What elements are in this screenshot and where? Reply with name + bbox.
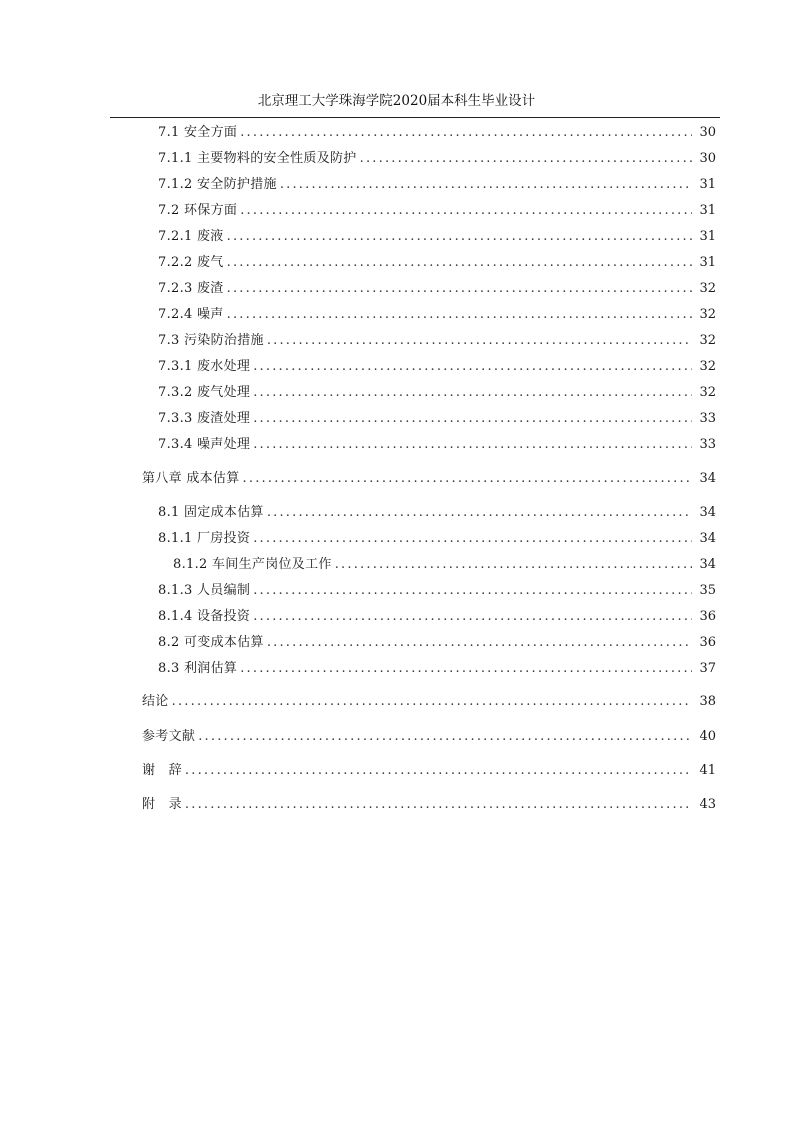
toc-entry[interactable] [158, 254, 716, 272]
toc-entry[interactable] [158, 504, 716, 522]
toc-leader-dots [240, 124, 692, 142]
toc-entry-label: 7.1 安全方面 [158, 125, 238, 140]
toc-entry-label: 8.1.4 设备投资 [158, 609, 251, 624]
toc-entry-page: 32 [699, 359, 716, 374]
toc-entry-page: 32 [699, 307, 716, 322]
toc-entry[interactable] [158, 358, 716, 376]
toc-entry-page: 38 [699, 694, 716, 709]
toc-entry-page: 34 [699, 505, 716, 520]
toc-entry-label: 7.3.1 废水处理 [158, 359, 251, 374]
toc-leader-dots [267, 634, 692, 652]
toc-entry-page: 36 [699, 635, 716, 650]
toc-entry-label: 7.2.2 废气 [158, 255, 224, 270]
toc-leader-dots [360, 150, 692, 168]
toc-entry[interactable] [158, 608, 716, 626]
toc-entry-label: 7.1.1 主要物料的安全性质及防护 [158, 151, 357, 166]
toc-entry-page: 34 [699, 531, 716, 546]
toc-entry-page: 34 [699, 471, 716, 486]
toc-entry-label: 7.3.2 废气处理 [158, 385, 251, 400]
toc-entry[interactable] [158, 634, 716, 652]
toc-entry[interactable] [158, 280, 716, 298]
toc-chapter-entry[interactable] [142, 796, 716, 814]
toc-leader-dots [185, 762, 692, 780]
toc-entry[interactable] [158, 306, 716, 324]
toc-chapter-entry[interactable] [142, 728, 716, 746]
toc-leader-dots [198, 728, 692, 746]
toc-entry[interactable] [158, 410, 716, 428]
toc-entry-label: 附 录 [142, 797, 182, 812]
toc-entry-page: 30 [699, 125, 716, 140]
toc-entry[interactable] [158, 176, 716, 194]
toc-entry-page: 33 [699, 437, 716, 452]
toc-chapter-entry[interactable] [142, 693, 716, 711]
header-divider [110, 117, 720, 118]
toc-leader-dots [227, 254, 692, 272]
toc-entry-page: 32 [699, 333, 716, 348]
toc-leader-dots [253, 436, 692, 454]
toc-entry-page: 32 [699, 385, 716, 400]
toc-leader-dots [172, 693, 692, 711]
toc-entry-page: 31 [699, 255, 716, 270]
toc-entry-label: 第八章 成本估算 [142, 471, 240, 486]
toc-entry-label: 8.3 利润估算 [158, 661, 238, 676]
toc-entry[interactable] [158, 530, 716, 548]
toc-leader-dots [253, 358, 692, 376]
toc-entry[interactable] [158, 228, 716, 246]
toc-entry-label: 7.3 污染防治措施 [158, 333, 264, 348]
toc-chapter-entry[interactable] [142, 762, 716, 780]
toc-entry-label: 8.1 固定成本估算 [158, 505, 264, 520]
toc-leader-dots [280, 176, 692, 194]
toc-entry-label: 参考文献 [142, 729, 196, 744]
toc-leader-dots [267, 332, 692, 350]
toc-leader-dots [185, 796, 692, 814]
toc-entry-page: 32 [699, 281, 716, 296]
toc-entry-label: 7.1.2 安全防护措施 [158, 177, 277, 192]
toc-entry-label: 7.2.1 废液 [158, 229, 224, 244]
toc-entry-label: 谢 辞 [142, 763, 182, 778]
toc-entry-page: 35 [699, 583, 716, 598]
toc-entry[interactable] [158, 124, 716, 142]
toc-entry-label: 7.3.3 废渣处理 [158, 411, 251, 426]
toc-entry-page: 36 [699, 609, 716, 624]
toc-leader-dots [243, 470, 692, 488]
toc-leader-dots [253, 608, 692, 626]
toc-chapter-entry[interactable] [142, 470, 716, 488]
toc-entry-label: 7.3.4 噪声处理 [158, 437, 251, 452]
toc-entry-page: 30 [699, 151, 716, 166]
toc-entry-page: 33 [699, 411, 716, 426]
page-header-title: 北京理工大学珠海学院2020届本科生毕业设计 [257, 93, 536, 109]
toc-entry[interactable] [158, 660, 716, 678]
toc-entry-label: 8.1.1 厂房投资 [158, 531, 251, 546]
toc-entry-label: 7.2.3 废渣 [158, 281, 224, 296]
toc-entry-label: 8.2 可变成本估算 [158, 635, 264, 650]
toc-leader-dots [267, 504, 692, 522]
toc-leader-dots [227, 228, 692, 246]
toc-entry-label: 结论 [142, 694, 169, 709]
toc-entry-page: 43 [699, 797, 716, 812]
toc-entry[interactable] [158, 384, 716, 402]
toc-leader-dots [227, 280, 692, 298]
toc-entry[interactable] [158, 436, 716, 454]
toc-entry-label: 7.2 环保方面 [158, 203, 238, 218]
toc-entry-label: 7.2.4 噪声 [158, 307, 224, 322]
toc-entry-page: 34 [699, 557, 716, 572]
toc-entry-label: 8.1.3 人员编制 [158, 583, 251, 598]
toc-entry-page: 37 [699, 661, 716, 676]
toc-entry-page: 31 [699, 177, 716, 192]
toc-entry-page: 40 [699, 729, 716, 744]
toc-entry-page: 31 [699, 229, 716, 244]
toc-leader-dots [253, 582, 692, 600]
toc-leader-dots [253, 384, 692, 402]
toc-entry[interactable] [158, 150, 716, 168]
toc-entry-page: 31 [699, 203, 716, 218]
toc-leader-dots [240, 202, 692, 220]
toc-entry[interactable] [158, 202, 716, 220]
toc-leader-dots [227, 306, 692, 324]
toc-leader-dots [335, 556, 692, 574]
toc-entry[interactable] [158, 582, 716, 600]
toc-entry[interactable] [173, 556, 716, 574]
toc-leader-dots [240, 660, 692, 678]
toc-entry[interactable] [158, 332, 716, 350]
toc-leader-dots [253, 410, 692, 428]
toc-leader-dots [253, 530, 692, 548]
toc-entry-label: 8.1.2 车间生产岗位及工作 [173, 557, 332, 572]
toc-entry-page: 41 [699, 763, 716, 778]
